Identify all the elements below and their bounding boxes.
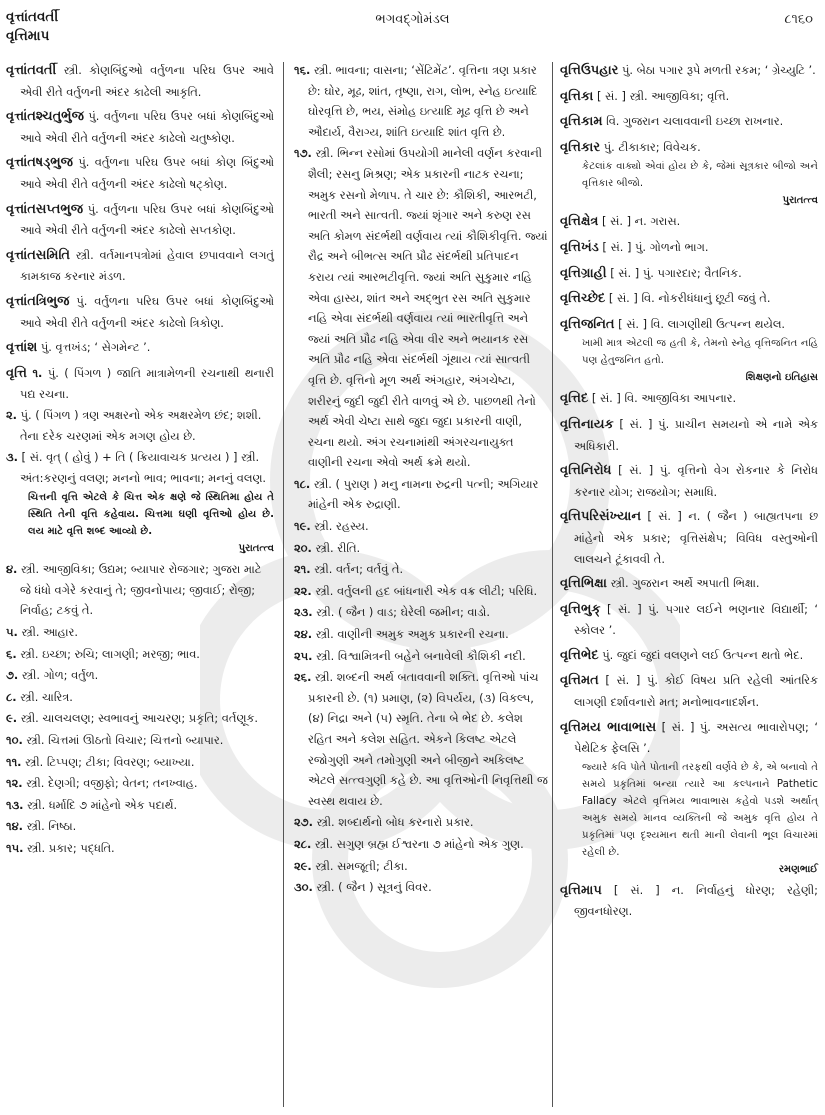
- headword: વૃત્તિક્ષેત્ર: [560, 214, 599, 230]
- dictionary-entry: [560, 573, 818, 595]
- headword: વૃત્તાંતસપ્તભુજ: [6, 201, 84, 217]
- definition: [ સં. ] પું. કોઈ વિષય પ્રતિ રહેલી આંતરિક લાગણી દર્શાવનારો મત; મનોભાવનાદર્શન.: [574, 673, 819, 710]
- sense: [294, 667, 548, 811]
- sense-number: ૧૧.: [6, 754, 22, 769]
- headword: વૃત્તિઉપહાર: [560, 63, 619, 78]
- quotation: [560, 335, 818, 386]
- dictionary-entry: [6, 152, 274, 194]
- sense: [6, 708, 274, 729]
- definition: [ સં. ] વિ. લાગણીથી ઉત્પન્ન થયેલ.: [618, 316, 786, 331]
- dictionary-entry: [6, 106, 274, 148]
- sense-definition: સ્ત્રી. શબ્દાર્થનો બોધ કરનારો પ્રકાર.: [316, 815, 474, 830]
- sense: [6, 665, 274, 686]
- dictionary-entry: [560, 414, 818, 456]
- sense-number: ૧૯.: [294, 519, 311, 534]
- column-2: [294, 60, 548, 899]
- definition: [ સં. ] સ્ત્રી. આજીવિકા; વૃત્તિ.: [596, 88, 730, 103]
- sense-number: ૬.: [6, 646, 17, 661]
- sense-number: ૧૦.: [6, 733, 23, 748]
- sense: [6, 773, 274, 794]
- sense-number: ૨૦.: [294, 540, 312, 555]
- dictionary-entry: [560, 717, 818, 759]
- sense-number: ૨૩.: [294, 605, 313, 620]
- definition: પું. ટીકાકાર; વિવેચક.: [603, 139, 701, 154]
- sense: [294, 60, 548, 142]
- sense-number: ૧૩.: [6, 797, 24, 812]
- sense-definition: સ્ત્રી. વિશ્વામિત્રની બહેને બનાવેલી કૌશિકી નદી.: [316, 648, 526, 663]
- definition: [ સં. ] ન. ( જૈન ) બાહ્યતપના છ માંહેનો એક પ્રકાર; વૃત્તિસંક્ષેપ; વિવિધ વસ્તુઓની લાલચને ટૂંકાવવી તે.: [574, 509, 819, 566]
- sense-number: ૨૭.: [294, 815, 313, 830]
- sense-number: ૧૨.: [6, 776, 23, 791]
- sense-definition: સ્ત્રી. રહસ્ય.: [314, 519, 369, 534]
- sense-number: ૩.: [6, 450, 18, 465]
- dictionary-entry: [560, 263, 818, 285]
- sense-number: ૫.: [6, 625, 18, 640]
- dictionary-entry: [560, 111, 818, 133]
- sense-number: ૮.: [6, 689, 17, 704]
- definition: સ્ત્રી. વર્તમાનપત્રોમાં હેવાલ છપાવવાને લગતું કામકાજ કરનાર મંડળ.: [20, 247, 274, 284]
- sense-definition: સ્ત્રી. ઇચ્છા; રુચિ; લાગણી; મરજી; ભાવ.: [20, 646, 200, 661]
- sense-number: ૧૫.: [6, 841, 24, 855]
- dictionary-entry: [6, 245, 274, 287]
- sense-number: ૭.: [6, 668, 19, 683]
- definition: [ સં. ] પું. પગારદાર; વૈતનિક.: [610, 265, 742, 280]
- definition: [ સં. ] પું. ગોળનો ભાગ.: [602, 239, 709, 254]
- sense-definition: સ્ત્રી. ભિન્ન રસોમાં ઉપયોગી માનેલી વર્ણન કરવાની શૈલી; રસનુ મિશ્રણ; એક પ્રકારની નાટક રચના; અમુક રસનો મેળાપ. તે ચાર છે: કૌશિકી, આરભટી, ભારતી અને સાત્વતી. જ્યાં શૃંગાર અને કરુણ રસ અતિ કોમળ સંદર્ભથી વર્ણવાય ત્યાં કૌશિકીવૃત્તિ. જ્યાં રૌદ્ર અને બીભત્સ અતિ પ્રૌઢ સંદર્ભથી પ્રતિપાદન કરાય ત્યાં આરભટીવૃત્તિ. જ્યાં અતિ સુકુમાર નહિ એવા હાસ્ય, શાંત અને અદ્ભુત રસ અતિ સુકુમાર નહિ એવા સંદર્ભથી વર્ણવાય ત્યાં ભારતીવૃત્તિ અને જ્યાં અતિ પ્રૌઢ નહિ એવા વીર અને ભયાનક રસ અતિ પ્રૌઢ નહિ એવા સંદર્ભથી ગૂંથાય ત્યાં સાત્વતી વૃત્તિ છે. વૃત્તિનો મૂળ અર્થ અંગહાર, અંગચેષ્ટા, શરીરનું જુદી જુદી રીતે વાળવું એ છે. પાછળથી તેનો અર્થ એવી ચેષ્ટા સાથે જુદા જુદા પ્રકારની વાણી, રચના થયો. અંગ રચનામાંથી અંગરચનાયુક્ત વાણીની રચના એવો અર્થ ક્રમે થયો.: [308, 146, 548, 470]
- sense-definition: સ્ત્રી. શબ્દની અર્થ બતાવવાની શક્તિ. વૃત્તિઓ પાંચ પ્રકારની છે. (૧) પ્રમાણ, (૨) વિપર્યય, (૩) વિકલ્પ, (૪) નિદ્રા અને (૫) સ્મૃતિ. તેના બે ભેદ છે. કલેશ રહિત અને કલેશ સહિત. એકને કિલષ્ટ એટલે રજોગુણી અને તમોગુણી અને બીજીને અકિલષ્ટ એટલે સત્ત્વગુણી કહે છે. આ વૃત્તિઓની નિવૃત્તિથી જ સ્વસ્થ થવાય છે.: [308, 670, 548, 808]
- sense-number: ૨.: [6, 407, 18, 422]
- definition: પું. વર્તુળના પરિઘ ઉપર બધાં કોણબિંદુઓ આવે એવી રીતે વર્તુળની અંદર કાઢેલો ત્રિકોણ.: [20, 293, 274, 330]
- headword: વૃત્તિકામ: [560, 114, 603, 130]
- sense-definition: સ્ત્રી. વર્તન; વર્તવું તે.: [314, 562, 404, 577]
- quotation: [560, 759, 818, 878]
- dictionary-entry: [6, 60, 274, 102]
- dictionary-entry: [560, 211, 818, 233]
- headword: વૃત્તિ: [6, 365, 27, 381]
- dictionary-entry: [560, 460, 818, 502]
- dictionary-entry: [560, 880, 818, 922]
- sense: [6, 795, 274, 816]
- quotation-source: શિક્ષણનો ઇતિહાસ: [745, 372, 818, 384]
- guide-word-last: વૃત્તિમાપ: [6, 28, 50, 44]
- sense-definition: સ્ત્રી. ચારિત્ર.: [20, 689, 73, 704]
- dictionary-entry: [560, 314, 818, 336]
- sense-definition: સ્ત્રી. ( પુરાણ ) મનુ નામના રુદ્રની પત્ની; અગિયાર માંહેની એક રુદ્રાણી.: [308, 476, 539, 512]
- sense-definition: સ્ત્રી. પ્રકાર; પદ્ધતિ.: [27, 841, 115, 855]
- definition: [ સં. ] પું. પગાર લઈને ભણનાર વિદ્યાર્થી; ‘ સ્કોલર ’.: [574, 601, 818, 638]
- quotation-source: પુરાતત્ત્વ: [782, 195, 818, 207]
- sense: [294, 474, 548, 515]
- column-3: [560, 60, 818, 926]
- sense-definition: સ્ત્રી. આહાર.: [21, 625, 79, 640]
- sense-number: ૨૧.: [294, 562, 311, 577]
- definition: સ્ત્રી. ગુજરાન અર્થે અપાતી ભિક્ષા.: [610, 576, 760, 591]
- sense-definition: સ્ત્રી. આજીવિકા; ઉદ્યમ; બ્યાપાર રોજગાર; ગુજરા માટે જે ધંધો વગેરે કરવાનું તે; જીવનોપાય; જીવાઈ; રોજી; નિર્વાહ; ટકવું તે.: [20, 562, 262, 618]
- dictionary-entry-vritti: [6, 363, 274, 405]
- dictionary-entry: [560, 670, 818, 712]
- sense: [6, 752, 274, 773]
- sense: [294, 559, 548, 580]
- headword: વૃત્તિકાર: [560, 139, 601, 155]
- sense: [294, 143, 548, 473]
- sense: [6, 838, 274, 859]
- sense-number: ૧૬.: [294, 63, 311, 77]
- quotation: [6, 489, 274, 557]
- sense-number: ૩૦.: [294, 880, 313, 895]
- sense: [294, 856, 548, 877]
- definition: [ સં. ] પું. વૃત્તિનો વેગ રોકનાર કે નિરોધ કરનાર યોગ; રાજયોગ; સમાધિ.: [574, 463, 818, 499]
- sense-number: ૧.: [32, 365, 43, 380]
- sense-definition: સ્ત્રી. વાણીની અમુક અમુક પ્રકારની રચના.: [315, 627, 509, 642]
- sense-number: ૨૪.: [294, 627, 313, 642]
- sense-definition: પું. ( પિંગળ ) જાતિ માત્રામેળની રચનાથી થનારી પદ્ય રચના.: [20, 365, 274, 402]
- sense-definition: સ્ત્રી. રીતિ.: [315, 540, 361, 555]
- sense: [6, 447, 274, 488]
- sense-definition: સ્ત્રી. ( જૈન ) વાડ; ઘેરેલી જમીન; વાડો.: [316, 605, 491, 620]
- dictionary-entry: [560, 645, 818, 667]
- sense-definition: સ્ત્રી. ભાવના; વાસના; ‘સેંટિમેંટ’. વૃત્તિના ત્રણ પ્રકાર છે: ઘોર, મૂઢ, શાંત, તૃષ્ણા, રાગ, લોભ, સ્નેહ ઇત્યાદિ ઘોરવૃત્તિ છે, ભય, સંમોહ ઇત્યાદિ મૂઢ વૃત્તિ છે અને ઔદાર્ય, વૈરાગ્ય, શાંતિ ઇત્યાદિ શાંત વૃત્તિ છે.: [308, 63, 538, 139]
- column-divider: [552, 62, 553, 1107]
- sense-definition: સ્ત્રી. ધર્માદિ ૭ માંહેનો એક પદાર્થ.: [27, 797, 178, 812]
- sense-definition: સ્ત્રી. ટિપ્પણ; ટીકા; વિવરણ; બ્યાખ્યા.: [25, 754, 195, 769]
- sense-definition: સ્ત્રી. સગુણ બ્રહ્મ ઈશ્વરના ૭ માંહેનો એક ગુણ.: [314, 836, 524, 851]
- sense-definition: સ્ત્રી. સમજૂતી; ટીકા.: [315, 858, 408, 873]
- headword: વૃત્તાંતશ્ચતુર્ભુજ: [6, 109, 84, 125]
- sense: [6, 622, 274, 643]
- headword: વૃત્તિભિક્ષા: [560, 576, 607, 592]
- quotation-source: રમણભાઈ: [778, 863, 818, 875]
- headword: વૃત્તિજનિત: [560, 316, 615, 332]
- sense: [6, 687, 274, 708]
- headword: વૃત્તિનાયક: [560, 416, 614, 432]
- definition: [ સં. ] વિ. આજીવિકા આપનાર.: [591, 391, 737, 406]
- definition: પું. વર્તુળના પરિઘ ઉપર બધાં કોણબિંદુઓ આવે એવી રીતે વર્તુળની અંદર કાઢેલો સપ્તકોણ.: [20, 201, 274, 238]
- sense-definition: સ્ત્રી. ગોળ; વર્તુળ.: [21, 668, 99, 683]
- column-1: [6, 60, 274, 860]
- sense: [294, 581, 548, 602]
- sense-number: ૧૪.: [6, 819, 23, 834]
- sense-definition: સ્ત્રી. ચાલચલણ; સ્વભાવનું આચરણ; પ્રકૃતિ; વર્તણૂક.: [20, 711, 259, 726]
- dictionary-entry: [560, 388, 818, 410]
- sense-number: ૨૫.: [294, 648, 313, 663]
- sense-number: ૧૭.: [294, 146, 312, 161]
- quotation: [560, 158, 818, 209]
- headword: વૃત્તિકા: [560, 88, 594, 104]
- quotation-text: ખામી માત્ર એટલી જ હતી કે, તેમનો સ્નેહ વૃત્તિજનિત નહિ પણ હેતુજનિત હતો.: [582, 338, 818, 367]
- definition: વિ. ગુજરાન ચલાવવાની ઇચ્છા રાખનાર.: [606, 114, 784, 129]
- sense: [6, 730, 274, 751]
- headword: વૃત્તિભેદ: [560, 647, 599, 663]
- definition: [ સં. ] ન. નિર્વાહનું ધોરણ; રહેણી; જીવનધોરણ.: [574, 882, 818, 919]
- headword: વૃત્તિમાપ: [560, 882, 602, 898]
- sense: [294, 624, 548, 645]
- dictionary-entry: [560, 60, 818, 82]
- headword: વૃત્તાંશ: [6, 340, 38, 356]
- dictionary-entry: [560, 288, 818, 310]
- guide-word-first: વૃત્તાંતવર્તી: [6, 9, 59, 25]
- quotation-text: ચિત્તની વૃત્તિ એટલે કે ચિત્ત એક ક્ષણે જે સ્થિતિમા હોય તે સ્થિતિ તેની વૃત્તિ કહેવાય. ચિત્તમા ઘણી વૃત્તિઓ હોય છે. લય માટે વૃત્તિ શબ્દ આવ્યો છે.: [28, 492, 274, 538]
- sense: [294, 602, 548, 623]
- definition: સ્ત્રી. કોણબિંદુઓ વર્તુળના પરિઘ ઉપર આવે એવી રીતે વર્તુળની અંદર કાઢેલી આકૃતિ.: [20, 63, 275, 99]
- sense-number: ૨૬.: [294, 670, 312, 685]
- sense-definition: સ્ત્રી. દેણગી; વજીફો; વેતન; તનખ્વાહ.: [26, 776, 198, 791]
- sense-number: ૨૨.: [294, 583, 312, 598]
- headword: વૃત્તિમત: [560, 673, 599, 689]
- dictionary-entry: [560, 86, 818, 108]
- headword: વૃત્તિમય ભાવાભાસ: [560, 719, 657, 735]
- sense: [294, 646, 548, 667]
- headword: વૃત્તિગ્રાહી: [560, 265, 607, 281]
- sense: [6, 559, 274, 621]
- quotation-text: કેટલાંક વાક્યો એવાં હોય છે કે, જેમાં સૂત્રકાર બીજો અને વૃત્તિકાર બીજો.: [582, 161, 818, 190]
- headword: વૃત્તિભુક્: [560, 601, 601, 617]
- running-title: ભગવદ્ગોમંડલ: [375, 12, 450, 27]
- sense: [294, 877, 548, 898]
- sense-definition: સ્ત્રી. ( જૈન ) સૂત્રનું વિવર.: [316, 880, 432, 895]
- sense-definition: [ સં. વૃત્ ( હોવું ) + તિ ( ક્રિયાવાચક પ્રત્યય ) ] સ્ત્રી. અંત:કરણનું વલણ; મનનો ભાવ; ભાવના; મનનું વલણ.: [20, 450, 267, 485]
- definition: પું. વર્તુળના પરિઘ ઉપર બધાં કોણબિંદુઓ આવે એવી રીતે વર્તુળની અંદર કાઢેલો ચતુષ્કોણ.: [20, 109, 274, 145]
- dictionary-entry: [6, 291, 274, 333]
- sense: [6, 644, 274, 665]
- sense-number: ૯.: [6, 711, 18, 726]
- sense: [6, 405, 274, 446]
- headword: વૃત્તાંતવર્તી: [6, 63, 57, 78]
- headword: વૃત્તાંતસમિતિ: [6, 247, 71, 263]
- definition: પું. વર્તુળના પરિઘ ઉપર બધાં કોણ બિંદુઓ આવે એવી રીતે વર્તુળની અંદર કાઢેલો ષટ્કોણ.: [20, 155, 275, 191]
- dictionary-entry: [6, 337, 274, 359]
- sense-definition: સ્ત્રી. વર્તુલની હદ બાંધનારી એક વક્ર લીટી; પરિધિ.: [315, 583, 538, 598]
- sense: [294, 516, 548, 537]
- definition: [ સં. ] પું. પ્રાચીન સમયનો એ નામે એક અધિકારી.: [574, 416, 818, 453]
- headword: વૃત્તાંતત્રિભુજ: [6, 293, 70, 309]
- headword: વૃત્તિચ્છેદ: [560, 291, 606, 307]
- sense-number: ૧૮.: [294, 476, 311, 491]
- column-divider: [283, 62, 284, 1107]
- definition: [ સં. ] વિ. નોકરીધંધાનું છૂટી જવું તે.: [608, 291, 771, 306]
- dictionary-entry: [6, 199, 274, 241]
- dictionary-entry: [560, 137, 818, 159]
- sense: [294, 834, 548, 855]
- headword: વૃત્તિનિરોધ: [560, 463, 612, 479]
- definition: [ સં. ] પું. અસત્ય ભાવારોપણ; ‘ પેથેટિક ફેલસિ ’.: [574, 719, 818, 756]
- headword: વૃત્તાંતષડ્ભુજ: [6, 155, 73, 171]
- sense: [294, 538, 548, 559]
- headword: વૃત્તિપરિસંખ્યાન: [560, 509, 642, 525]
- sense: [6, 816, 274, 837]
- sense: [294, 812, 548, 833]
- quotation-text: જ્યારે કવિ પોતે પોતાની તરફથી વર્ણવે છે કે, એ બનાવો તે સમયે પ્રકૃતિમાં બન્યા ત્યારે આ કલ્પનાને Pathetic Fallacy એટલે વૃત્તિમય ભાવાભાસ કહેવો પડશે અર્થાત્ અમુક સમયે માનવ વ્યક્તિની જે અમુક વૃત્તિ હોય તે પ્રકૃતિમાં પણ દૃશ્યમાન થતી માની લેવાની ભૂલ વિચારમાં રહેલી છે.: [582, 761, 818, 858]
- sense-number: ૨૮.: [294, 836, 312, 851]
- dictionary-entry: [560, 599, 818, 641]
- sense-definition: સ્ત્રી. ચિત્તમાં ઊઠતો વિચાર; ચિત્તનો બ્યાપાર.: [26, 733, 224, 748]
- definition: પું. બેઠા પગાર રૂપે મળતી રકમ; ‘ ગ્રેચ્યુટિ ’.: [622, 63, 816, 77]
- sense-number: ૪.: [6, 562, 18, 577]
- page-number: ૮૧૬૦: [784, 12, 813, 27]
- definition: પું. જુદાં જુદાં વલણને લઈ ઉત્પન્ન થતો ભેદ.: [602, 647, 804, 662]
- headword: વૃત્તિદ: [560, 391, 589, 407]
- headword: વૃત્તિખંડ: [560, 239, 599, 255]
- sense-definition: સ્ત્રી. નિષ્ઠા.: [26, 819, 77, 834]
- dictionary-entry: [560, 237, 818, 259]
- sense-definition: પું. ( પિંગળ ) ત્રણ અક્ષરનો એક અક્ષરમેળ છંદ; શશી. તેના દરેક ચરણમાં એક મગણ હોય છે.: [20, 407, 262, 443]
- definition: [ સં. ] ન. ગરાસ.: [602, 214, 681, 229]
- definition: પું. વૃત્તખંડ; ‘ સેગમેન્ટ ’.: [40, 340, 151, 355]
- sense-number: ૨૯.: [294, 858, 312, 873]
- dictionary-entry: [560, 506, 818, 569]
- quotation-source: પુરાતત્ત્વ: [238, 543, 274, 555]
